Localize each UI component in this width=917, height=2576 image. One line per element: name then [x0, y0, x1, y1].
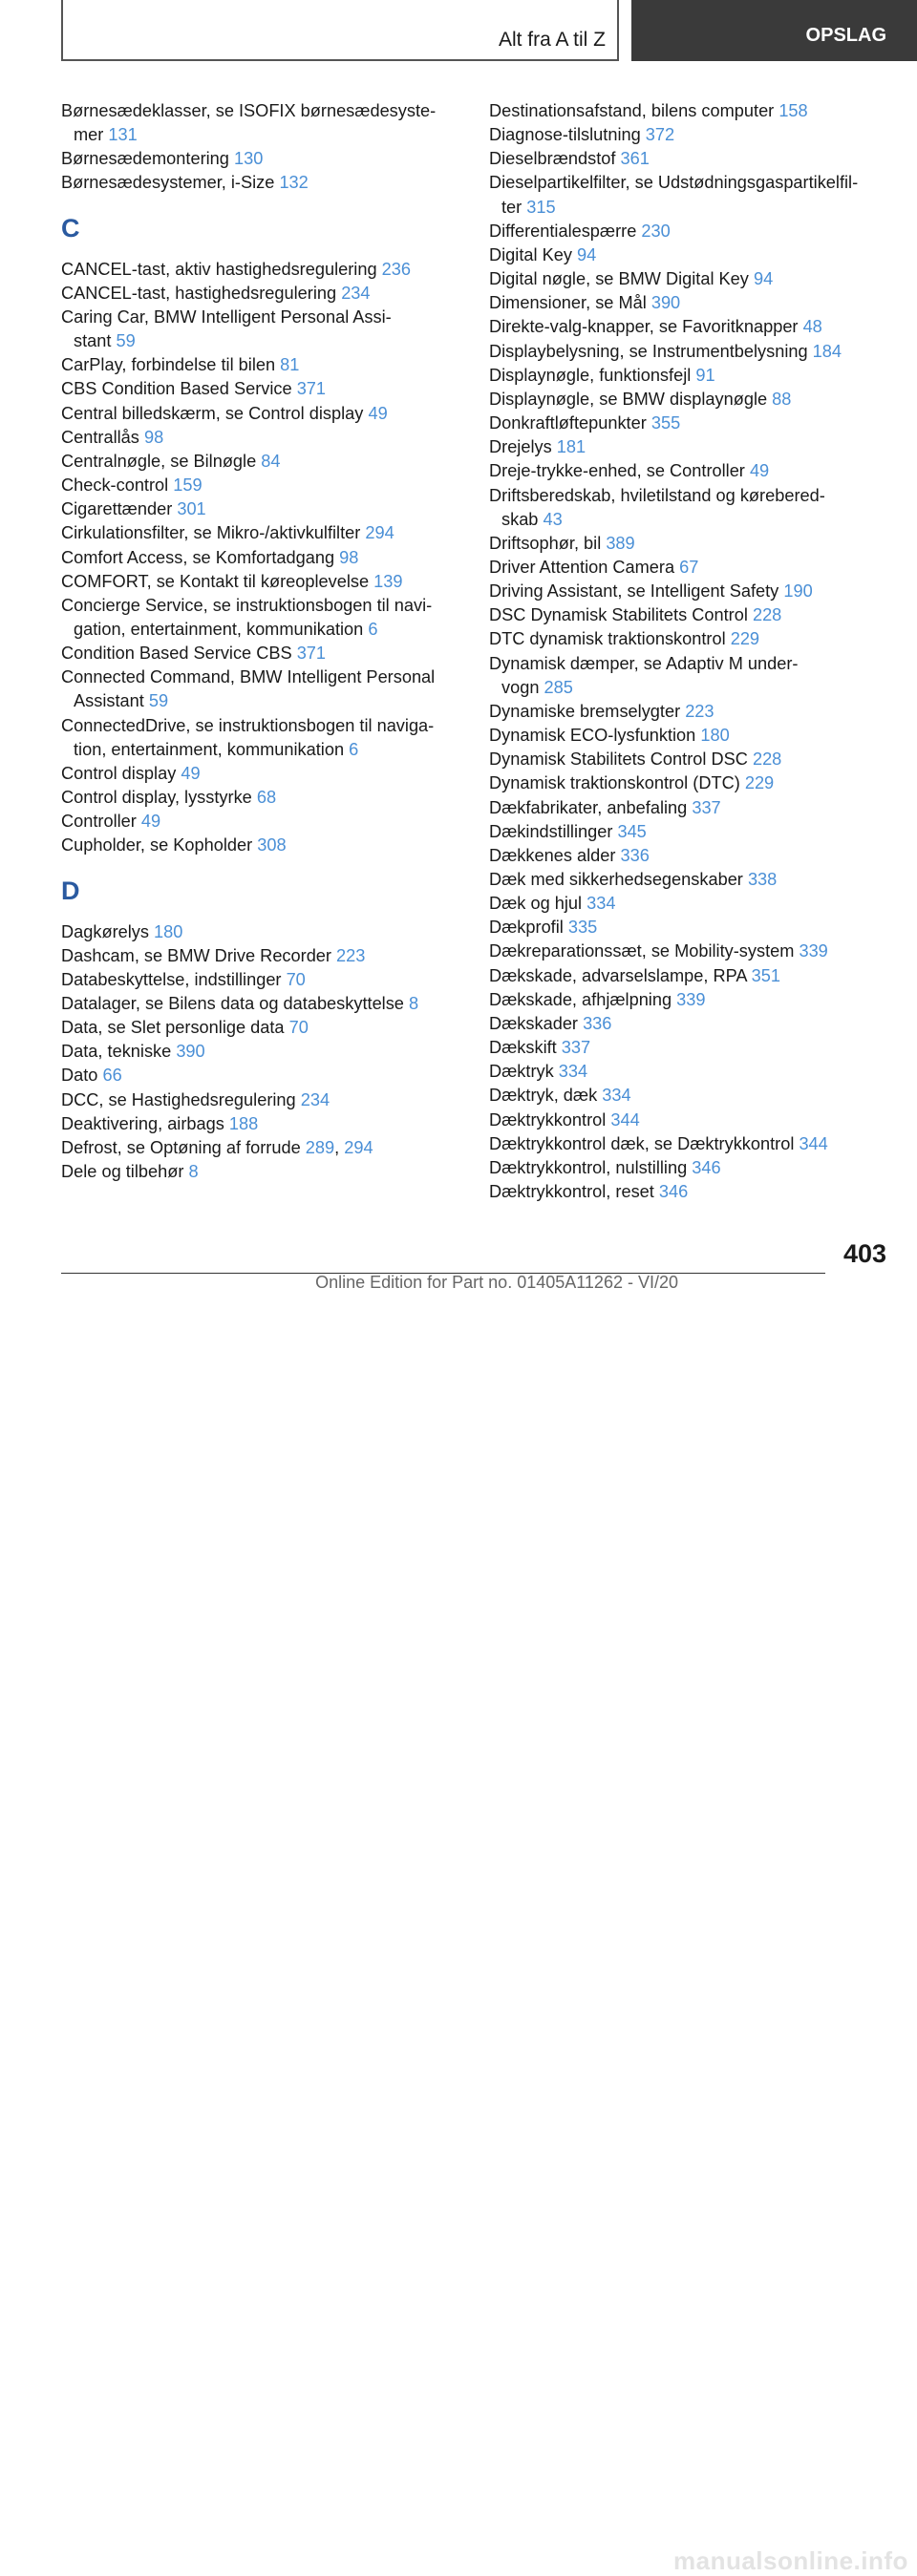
index-entry	[61, 1112, 462, 1136]
index-entry	[61, 171, 462, 195]
page-reference-link[interactable]: 336	[620, 845, 650, 865]
index-entry	[489, 771, 909, 795]
entry-text: Cirkulationsfilter, se Mikro-/aktivkulfilter	[61, 523, 361, 543]
entry-text: Dagkørelys	[61, 921, 149, 941]
index-entry	[489, 868, 909, 892]
entry-text: Dæk med sikkerhedsegenskaber	[489, 870, 743, 889]
index-entry	[489, 315, 909, 339]
entry-text: Concierge Service, se instruktionsbogen til navi-	[61, 595, 433, 615]
index-entry	[489, 291, 909, 315]
entry-text: Data, tekniske	[61, 1042, 172, 1062]
page-reference-link[interactable]: 294	[344, 1137, 373, 1157]
index-entry	[61, 762, 462, 786]
entry-text: DSC Dynamisk Stabilitets Control	[489, 605, 748, 625]
entry-text: Dækindstillinger	[489, 821, 613, 841]
page-reference-link[interactable]: 180	[700, 726, 730, 746]
entry-text: Displaybelysning, se Instrumentbelysning	[489, 341, 808, 361]
page-reference-link[interactable]: 67	[679, 557, 699, 577]
index-entry	[489, 459, 909, 483]
entry-text: Driving Assistant, se Intelligent Safety	[489, 581, 779, 602]
page-reference-link[interactable]: 84	[261, 451, 281, 471]
entry-text: Dynamiske bremselygter	[489, 701, 681, 721]
entry-text: Dæktryk, dæk	[489, 1086, 598, 1106]
index-letter-heading: D	[61, 876, 80, 905]
entry-text: stant	[74, 331, 112, 351]
page-reference-link[interactable]: 361	[620, 149, 650, 169]
page-reference-link[interactable]: 234	[300, 1089, 331, 1109]
entry-text: Dækfabrikater, anbefaling	[489, 797, 688, 817]
entry-text: Driver Attention Camera	[489, 557, 675, 577]
footer	[0, 1271, 917, 2575]
index-entry	[61, 786, 462, 810]
page-reference-link[interactable]: 301	[177, 499, 206, 519]
page-reference-link[interactable]: 131	[108, 125, 138, 145]
page-reference-link[interactable]: 6	[368, 619, 378, 639]
index-entry	[61, 642, 462, 665]
page-reference-link[interactable]: 130	[233, 149, 264, 169]
entry-text: Controller	[61, 812, 137, 832]
page-reference-link[interactable]: 139	[373, 571, 403, 591]
page-reference-link[interactable]: 59	[116, 331, 136, 351]
entry-text: Driftsberedskab, hviletilstand og kørebered-	[489, 485, 825, 505]
entry-text: Control display, lysstyrke	[61, 788, 252, 808]
entry-text: Cupholder, se Kopholder	[61, 835, 253, 855]
page-reference-link[interactable]: 339	[799, 941, 828, 961]
page-reference-link[interactable]: 91	[695, 365, 715, 385]
entry-text: Dieselbrændstof	[489, 149, 616, 169]
page-reference-link[interactable]: 334	[558, 1062, 588, 1082]
entry-text: Donkraftløftepunkter	[489, 413, 647, 433]
index-column-left	[61, 99, 462, 1184]
page-reference-link[interactable]: 181	[556, 437, 586, 457]
entry-text: Dækskade, afhjælpning	[489, 989, 672, 1009]
page-reference-link[interactable]: 334	[602, 1086, 631, 1106]
page-reference-link[interactable]: 180	[154, 921, 183, 941]
index-entry	[61, 450, 462, 474]
page-reference-link[interactable]: 371	[296, 644, 327, 664]
entry-text: Displaynøgle, se BMW displaynøgle	[489, 389, 768, 409]
entry-text: CANCEL-tast, aktiv hastighedsregulering	[61, 259, 377, 279]
index-entry	[489, 796, 909, 820]
index-entry	[489, 267, 909, 291]
index-entry	[489, 243, 909, 267]
index-entry	[61, 570, 462, 594]
index-entry	[489, 964, 909, 988]
entry-text: Dimensioner, se Mål	[489, 293, 647, 313]
index-entry	[489, 892, 909, 916]
index-column-right	[489, 99, 909, 1204]
index-entry	[61, 1016, 462, 1040]
entry-text: Dato	[61, 1066, 98, 1086]
page-reference-link[interactable]: 346	[692, 1157, 721, 1177]
index-entry	[489, 820, 909, 844]
index-entry	[489, 627, 909, 651]
chapter-title: OPSLAG	[805, 24, 886, 46]
page-reference-link[interactable]: 228	[752, 605, 782, 625]
page-reference-link[interactable]: 94	[577, 244, 597, 264]
index-entry	[489, 1109, 909, 1132]
index-entry	[489, 916, 909, 940]
entry-text: CANCEL-tast, hastighedsregulering	[61, 283, 337, 303]
page-reference-link[interactable]: 88	[772, 389, 792, 409]
entry-text: Dæktryk	[489, 1062, 554, 1082]
entry-text: Dynamisk ECO-lysfunktion	[489, 726, 696, 746]
index-entry	[489, 724, 909, 748]
page-reference-link[interactable]: 49	[749, 461, 770, 481]
entry-text: Dreje-trykke-enhed, se Controller	[489, 461, 745, 481]
entry-text: Dæktrykkontrol, reset	[489, 1182, 654, 1202]
page-reference-link[interactable]: 345	[617, 821, 647, 841]
page-reference-link[interactable]: 335	[567, 918, 598, 938]
page-reference-link[interactable]: 8	[188, 1162, 199, 1182]
page-reference-link[interactable]: 81	[280, 355, 300, 375]
page-reference-link[interactable]: 190	[783, 581, 813, 602]
index-entry	[61, 944, 462, 968]
index-entry	[489, 603, 909, 627]
page-reference-link[interactable]: 308	[257, 835, 287, 855]
page-reference-link[interactable]: 344	[799, 1133, 828, 1153]
index-entry	[61, 665, 462, 713]
entry-text: Displaynøgle, funktionsfejl	[489, 365, 692, 385]
page-reference-link[interactable]: 346	[658, 1182, 689, 1202]
index-entry	[489, 99, 909, 123]
index-entry	[489, 1180, 909, 1204]
entry-text: Databeskyttelse, indstillinger	[61, 969, 282, 989]
watermark-logo: manualsonline.info	[673, 2546, 908, 2575]
page-reference-link[interactable]: 234	[341, 283, 371, 303]
page-reference-link[interactable]: 223	[685, 701, 714, 721]
page-reference-link[interactable]: 351	[751, 965, 780, 985]
index-entry	[489, 435, 909, 459]
page-reference-link[interactable]: 48	[802, 317, 822, 337]
index-entry	[61, 834, 462, 857]
page-reference-link[interactable]: 355	[650, 413, 681, 433]
entry-text: skab	[501, 509, 539, 529]
page-reference-link[interactable]: 289	[305, 1137, 335, 1157]
page-reference-link[interactable]: 344	[610, 1109, 640, 1130]
page-reference-link[interactable]: 49	[368, 403, 388, 423]
entry-text: Dieselpartikelfilter, se Udstødningsgaspartikelfil-	[489, 173, 859, 193]
page-reference-link[interactable]: 337	[692, 797, 721, 817]
entry-text: Børnesædesystemer, i-Size	[61, 173, 275, 193]
index-entry	[61, 992, 462, 1016]
page-number: 403	[842, 1239, 886, 1268]
entry-text: Datalager, se Bilens data og databeskyttelse	[61, 994, 404, 1013]
entry-text: Comfort Access, se Komfortadgang	[61, 547, 335, 567]
index-entry	[61, 282, 462, 306]
entry-text: Dashcam, se BMW Drive Recorder	[61, 945, 331, 965]
index-entry	[61, 546, 462, 570]
page-reference-link[interactable]: 159	[173, 475, 203, 496]
entry-text: Condition Based Service CBS	[61, 644, 292, 664]
entry-text: Dynamisk dæmper, se Adaptiv M under-	[489, 653, 799, 673]
index-entry	[489, 123, 909, 147]
entry-text: Dækskader	[489, 1013, 578, 1033]
index-entry	[61, 402, 462, 426]
index-entry	[61, 1160, 462, 1184]
index-entry	[61, 1064, 462, 1087]
page-reference-link[interactable]: 236	[381, 259, 411, 279]
index-entry	[489, 1132, 909, 1156]
entry-text: tion, entertainment, kommunikation	[74, 739, 345, 759]
page-reference-link[interactable]: 223	[336, 945, 366, 965]
page-reference-link[interactable]: 68	[256, 788, 277, 808]
entry-text: Børnesædeklasser, se ISOFIX børnesædesyste-	[61, 101, 437, 120]
entry-text: mer	[74, 125, 104, 145]
page-reference-link[interactable]: 229	[730, 629, 760, 649]
page-reference-link[interactable]: 184	[812, 341, 842, 361]
page-reference-link[interactable]: 132	[279, 173, 309, 193]
index-entry	[489, 580, 909, 603]
index-letter-heading: C	[61, 213, 80, 243]
entry-text: Assistant	[74, 691, 144, 711]
page-reference-link[interactable]: 98	[339, 547, 359, 567]
page-reference-link[interactable]: 338	[747, 870, 778, 889]
index-entry	[61, 1040, 462, 1064]
page-reference-link[interactable]: 70	[288, 1018, 309, 1038]
entry-text: Defrost, se Optøning af forrude	[61, 1137, 301, 1157]
index-entry	[61, 968, 462, 992]
index-entry: Defrost, se Optøning af forrude 289, 294	[61, 1137, 373, 1157]
entry-text: Differentialespærre	[489, 221, 637, 241]
page-reference-link[interactable]: 371	[296, 379, 327, 399]
index-entry	[489, 700, 909, 724]
index-entry	[489, 1060, 909, 1084]
index-entry	[489, 1036, 909, 1060]
entry-text: Direkte-valg-knapper, se Favoritknapper	[489, 317, 799, 337]
page-reference-link[interactable]: 336	[583, 1013, 612, 1033]
page-reference-link[interactable]: 230	[641, 221, 671, 241]
entry-text: CBS Condition Based Service	[61, 379, 292, 399]
entry-text: Cigarettænder	[61, 499, 173, 519]
entry-text: Børnesædemontering	[61, 149, 229, 169]
page-reference-link[interactable]: 339	[676, 989, 706, 1009]
edition-text: Online Edition for Part no. 01405A11262 - VI/20	[315, 1273, 678, 1292]
page-reference-link[interactable]: 66	[102, 1066, 122, 1086]
page-reference-link[interactable]: 98	[143, 427, 164, 447]
index-entry	[489, 340, 909, 364]
entry-text: Dæktrykkontrol, nulstilling	[489, 1157, 688, 1177]
index-entry	[61, 497, 462, 521]
entry-text: Dæktrykkontrol	[489, 1109, 607, 1130]
entry-text: Caring Car, BMW Intelligent Personal Assi-	[61, 306, 392, 327]
page-reference-link[interactable]: 285	[544, 677, 573, 697]
entry-text: Control display	[61, 763, 177, 783]
page-reference-link[interactable]: 337	[561, 1038, 591, 1058]
entry-text: Driftsophør, bil	[489, 533, 602, 553]
index-entry	[61, 714, 462, 762]
entry-text: vogn	[501, 677, 540, 697]
entry-text: ConnectedDrive, se instruktionsbogen til naviga-	[61, 715, 435, 735]
entry-text: Dæktrykkontrol dæk, se Dæktrykkontrol	[489, 1133, 795, 1153]
entry-text: Dækprofil	[489, 918, 564, 938]
index-entry	[489, 147, 909, 171]
chapter-tab	[631, 0, 917, 61]
entry-text: Drejelys	[489, 437, 552, 457]
index-entry	[489, 940, 909, 963]
index-entry	[489, 220, 909, 243]
entry-text: Dæk og hjul	[489, 894, 583, 914]
index-entry	[489, 532, 909, 556]
index-entry	[61, 147, 462, 171]
index-entry	[61, 1088, 462, 1112]
index-entry	[489, 1012, 909, 1036]
page-reference-link[interactable]: 49	[181, 763, 201, 783]
index-entry	[61, 810, 462, 834]
entry-text: ter	[501, 197, 522, 217]
page-reference-link[interactable]: 390	[650, 293, 681, 313]
entry-text: Dækskift	[489, 1038, 557, 1058]
index-entry	[61, 306, 462, 353]
entry-text: Connected Command, BMW Intelligent Personal	[61, 667, 436, 687]
page-reference-link[interactable]: 158	[778, 101, 808, 120]
entry-text: Dynamisk traktionskontrol (DTC)	[489, 773, 740, 793]
index-entry	[61, 594, 462, 642]
index-entry	[489, 364, 909, 388]
page-reference-link[interactable]: 8	[409, 994, 419, 1013]
index-entry	[489, 556, 909, 580]
page-reference-link[interactable]: 188	[228, 1113, 259, 1133]
entry-text: Deaktivering, airbags	[61, 1113, 224, 1133]
entry-text: Dele og tilbehør	[61, 1162, 184, 1182]
entry-text: Digital nøgle, se BMW Digital Key	[489, 269, 749, 289]
page-reference-link[interactable]: 94	[753, 269, 774, 289]
index-entry	[61, 353, 462, 377]
index-entry	[489, 412, 909, 435]
index-entry	[489, 1084, 909, 1108]
index-entry	[61, 99, 462, 147]
page-reference-link[interactable]: 315	[526, 197, 556, 217]
page-reference-link[interactable]: 70	[286, 969, 306, 989]
entry-text: Dækkenes alder	[489, 845, 616, 865]
page-reference-link[interactable]: 228	[752, 750, 782, 770]
page-reference-link[interactable]: 229	[744, 773, 775, 793]
index-entry	[489, 1156, 909, 1180]
entry-text: DTC dynamisk traktionskontrol	[489, 629, 726, 649]
page-reference-link[interactable]: 49	[140, 812, 161, 832]
entry-text: Dækreparationssæt, se Mobility-system	[489, 941, 795, 961]
entry-text: Digital Key	[489, 244, 572, 264]
index-entry	[61, 474, 462, 497]
index-entry	[489, 388, 909, 412]
index-entry	[61, 426, 462, 450]
entry-text: gation, entertainment, kommunikation	[74, 619, 364, 639]
entry-text: Centralnøgle, se Bilnøgle	[61, 451, 257, 471]
page-reference-link[interactable]: 294	[365, 523, 395, 543]
entry-text: Dækskade, advarselslampe, RPA	[489, 965, 747, 985]
index-entry	[61, 377, 462, 401]
entry-text: CarPlay, forbindelse til bilen	[61, 355, 276, 375]
index-entry	[61, 920, 462, 944]
index-entry	[489, 484, 909, 532]
index-entry	[489, 988, 909, 1012]
page-reference-link[interactable]: 59	[148, 691, 169, 711]
page-reference-link[interactable]: 390	[176, 1042, 205, 1062]
entry-text: Centrallås	[61, 427, 139, 447]
entry-text: Destinationsafstand, bilens computer	[489, 101, 775, 120]
entry-text: Data, se Slet personlige data	[61, 1018, 285, 1038]
entry-text: Dynamisk Stabilitets Control DSC	[489, 750, 748, 770]
index-entry	[489, 844, 909, 868]
entry-text: Diagnose-tilslutning	[489, 125, 641, 145]
page-reference-link[interactable]: 6	[349, 739, 359, 759]
index-entry	[489, 171, 909, 219]
index-entry	[61, 258, 462, 282]
entry-text: DCC, se Hastighedsregulering	[61, 1089, 296, 1109]
index-entry	[61, 521, 462, 545]
page-reference-link[interactable]: 389	[606, 533, 635, 553]
section-title: Alt fra A til Z	[498, 29, 606, 51]
page-reference-link[interactable]: 43	[543, 509, 563, 529]
index-entry	[489, 652, 909, 700]
index-entry	[489, 748, 909, 771]
entry-text: COMFORT, se Kontakt til køreoplevelse	[61, 571, 370, 591]
page-reference-link[interactable]: 372	[645, 125, 675, 145]
entry-text: Central billedskærm, se Control display	[61, 403, 364, 423]
entry-text: Check-control	[61, 475, 169, 496]
page-reference-link[interactable]: 334	[586, 894, 616, 914]
